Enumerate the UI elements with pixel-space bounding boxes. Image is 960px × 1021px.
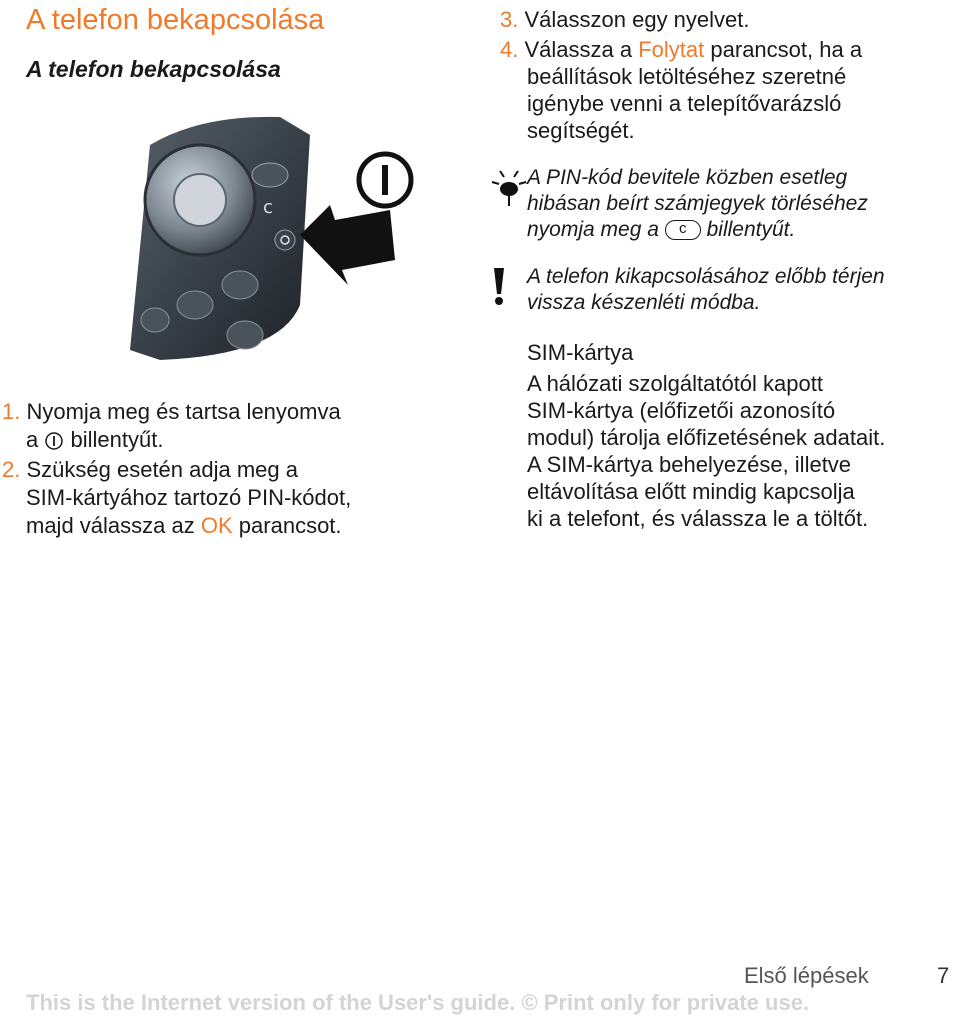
step-3 (500, 6, 920, 33)
step-number: 2. (2, 457, 21, 482)
tip-text: hibásan beírt számjegyek törléséhez (527, 192, 868, 215)
tip-text: billentyűt. (706, 218, 796, 241)
step-4 (500, 36, 940, 144)
watermark: This is the Internet version of the User's guide. © Print only for private use. (26, 990, 810, 1015)
c-key-icon (665, 220, 701, 240)
step-text: Válassza a (524, 37, 633, 62)
step-text: billentyűt. (70, 427, 164, 452)
c-key-label: c (679, 220, 687, 238)
ok-command: OK (200, 513, 233, 538)
tip-text: A PIN-kód bevitele közben esetleg (527, 166, 848, 189)
step-number: 4. (500, 37, 519, 62)
step-text: SIM-kártyához tartozó PIN-kódot, (26, 485, 352, 510)
folytat-command: Folytat (638, 37, 705, 62)
sim-text: A hálózati szolgáltatótól kapott (527, 371, 823, 396)
sim-section (527, 339, 957, 532)
step-text: Válasszon egy nyelvet. (524, 7, 750, 32)
step-text: majd válassza az (26, 513, 195, 538)
step-number: 3. (500, 7, 519, 32)
sim-text: modul) tárolja előfizetésének adatait. (527, 425, 886, 450)
warning-text: A telefon kikapcsolásához előbb térjen (527, 265, 885, 288)
sim-text: ki a telefont, és válassza le a töltőt. (527, 506, 869, 531)
step-number: 1. (2, 399, 21, 424)
power-key-icon (44, 431, 64, 451)
footer-section-title: Első lépések (744, 963, 869, 988)
sim-text: eltávolítása előtt mindig kapcsolja (527, 479, 855, 504)
sim-text: A SIM-kártya behelyezése, illetve (527, 452, 852, 477)
step-text: Szükség esetén adja meg a (26, 457, 298, 482)
step-text: parancsot. (238, 513, 342, 538)
step-1 (2, 398, 422, 454)
warning-icon (491, 266, 507, 306)
page-number: 7 (937, 963, 950, 988)
page-title: A telefon bekapcsolása (26, 4, 325, 36)
warning-note (527, 264, 937, 316)
tip-text: nyomja meg a (527, 218, 659, 241)
section-subtitle: A telefon bekapcsolása (26, 56, 281, 82)
step-text: parancsot, ha a (710, 37, 863, 62)
tip-note (527, 165, 937, 243)
svg-text:c: c (263, 197, 273, 218)
sim-heading: SIM-kártya (527, 340, 634, 365)
step-text: segítségét. (527, 118, 635, 143)
tip-bulb-icon (490, 168, 528, 208)
step-text: a (26, 427, 39, 452)
step-text: beállítások letöltéséhez szeretné (527, 64, 847, 89)
warning-text: vissza készenléti módba. (527, 291, 761, 314)
sim-text: SIM-kártya (előfizetői azonosító (527, 398, 836, 423)
step-text: Nyomja meg és tartsa lenyomva (26, 399, 341, 424)
step-2 (2, 456, 422, 540)
phone-illustration (120, 105, 420, 370)
step-text: igénybe venni a telepítővarázsló (527, 91, 842, 116)
